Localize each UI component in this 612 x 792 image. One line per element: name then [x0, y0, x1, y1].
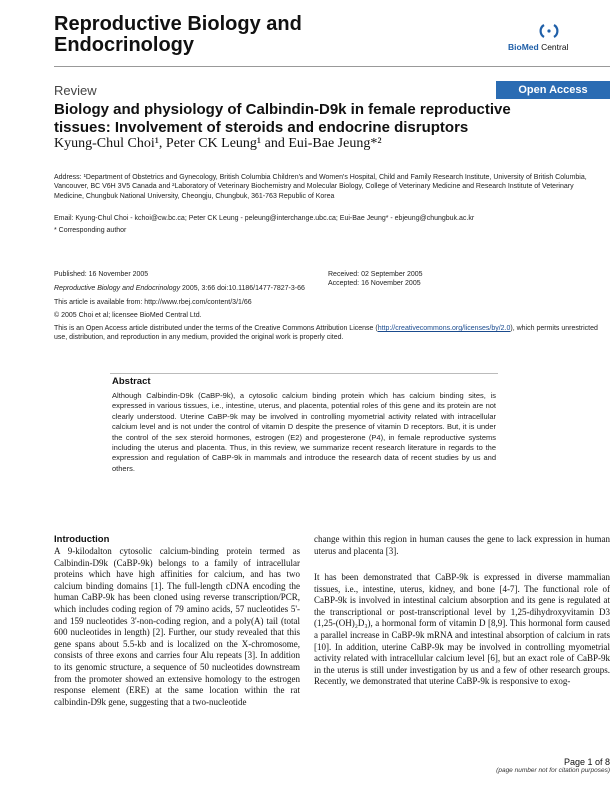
- introduction-heading: Introduction: [54, 534, 110, 545]
- biomed-central-logo: [506, 22, 596, 56]
- body-column-left: A 9-kilodalton cytosolic calcium-binding protein termed as Calbindin-D9k (CaBP-9k) belongs to a family of intracellular proteins which have high affinities for calcium, and has two calcium binding domains [1]. The full-length cDNA encoding the human CaBP-9k has been cloned using reverse transcription/PCR, which includes coding region of 79 amino acids, 57 nucleotides 5'- and 159 nucleotides 3'-non-coding region, and a poly(A) tail (total 600 nucleotides in length) [2]. Further, our study revealed that this gene spans about 5.5-kb and is localized on the X-chromosome, consists of three exons and carries four Alu repeats [3]. In addition to its genomic structure, a sequence of 50 nucleotides downstream from the promoter showed an extensive homology to the estrogen response element (ERE) at the same location within the rat calbindin-D9k gene, suggesting that a two-nucleotide: [54, 546, 300, 707]
- citation: Reproductive Biology and Endocrinology 2005, 3:66 doi:10.1186/1477-7827-3-66: [54, 285, 305, 292]
- body-column-right-p1: change within this region in human causes the gene to lack expression in human uterus and placenta [3].: [314, 534, 610, 556]
- journal-title-line2: Endocrinology: [54, 34, 194, 56]
- published-date: Published: 16 November 2005: [54, 271, 149, 278]
- body-column-right-p2: It has been demonstrated that CaBP-9k is expressed in diverse mammalian tissues, i.e., intestine, uterus, kidney, and bone [4-7]. The functional role of CaBP-9k is involved in intestinal calcium absorption and its gene is regulated at the transcriptional or post-transcriptional level by 1,25-dihydroxyvitamin D3 (1,25-(OH)₂D₃), a hormonal form of vitamin D [8,9]. This hormonal form caused a parallel increase in CaBP-9k mRNA and intestinal absorption of calcium in rats [10]. In addition, uterine CaBP-9k may be involved in controlling myometrial activity related with intracellular calcium level [6], but an exact role of CaBP-9k in the uterus is still under investigation by us and a few of other research groups. Recently, we demonstrated that uterine CaBP-9k is responsive to exog-: [314, 572, 610, 687]
- corresponding-note: * Corresponding author: [54, 227, 127, 234]
- page-footer: [430, 757, 610, 774]
- author-list: Kyung-Chul Choi¹, Peter CK Leung¹ and Eui-Bae Jeung*²: [54, 136, 382, 151]
- journal-title-line1: Reproductive Biology and: [54, 13, 302, 35]
- author-emails: Email: Kyung-Chul Choi - kchoi@cw.bc.ca; Peter CK Leung - peleung@interchange.ubc.ca; Eui-Bae Jeung* - ebjeung@chungbuk.ac.kr: [54, 215, 475, 222]
- biomed-logo-icon: [538, 22, 560, 40]
- article-title: Biology and physiology of Calbindin-D9k in female reproductive tissues: Involvement of steroids and endocrine disruptors: [54, 101, 511, 136]
- page-note: (page number not for citation purposes): [496, 767, 610, 774]
- abstract-heading: Abstract: [112, 376, 151, 387]
- license-text: This is an Open Access article distributed under the terms of the Creative Commons Attribution License (http://creativecommons.org/licenses/by/2.0), which permits unrestricted use, distribution, and reproduction in any medium, provided the original work is properly cited.: [54, 325, 598, 342]
- publisher-name: BioMed Central: [508, 42, 569, 52]
- header-divider: [54, 66, 610, 67]
- article-url: This article is available from: http://www.rbej.com/content/3/1/66: [54, 299, 252, 306]
- abstract-text: Although Calbindin-D9k (CaBP-9k), a cytosolic calcium binding protein which has calcium binding sites, is expressed in various tissues, i.e., intestine, uterus, and placenta, potential roles of this gene and its protein are not clearly understood. Uterine CaBP-9k may be involved in controlling myometrial activity related with intracellular calcium level and is not under the control of vitamin D despite the presence of vitamin D receptors. But, it is under the control of the sex steroid hormones, estrogen (E2) and progesterone (P4), in female reproductive systems including the uterus and placenta. Thus, in this review, we summarize recent research literature in regards to the expression and regulation of CaBP-9k in mammals and introduce the research data of recent studies by us and others.: [112, 391, 496, 473]
- copyright: © 2005 Choi et al; licensee BioMed Central Ltd.: [54, 312, 202, 319]
- open-access-badge: Open Access: [496, 81, 610, 99]
- received-accepted: Received: 02 September 2005 Accepted: 16 November 2005: [328, 271, 423, 288]
- author-address: Address: ¹Department of Obstetrics and Gynecology, British Columbia Children's and Women's Hospital, Child and Family Research Institute, University of British Columbia, Vancouver, BC V6H 3V5 Canada and ²Laboratory of Veterinary Biochemistry and Molecular Biology, College of Veterinary Medicine and Research Institute of Veterinary Medicine, Chungbuk National University, Cheongju, Chungbuk, 361-763 Republic of Korea: [54, 174, 587, 200]
- article-type: Review: [54, 83, 97, 98]
- license-link[interactable]: http://creativecommons.org/licenses/by/2.0: [377, 325, 511, 332]
- page-number: Page 1 of 8: [563, 757, 610, 767]
- journal-title: [54, 14, 394, 56]
